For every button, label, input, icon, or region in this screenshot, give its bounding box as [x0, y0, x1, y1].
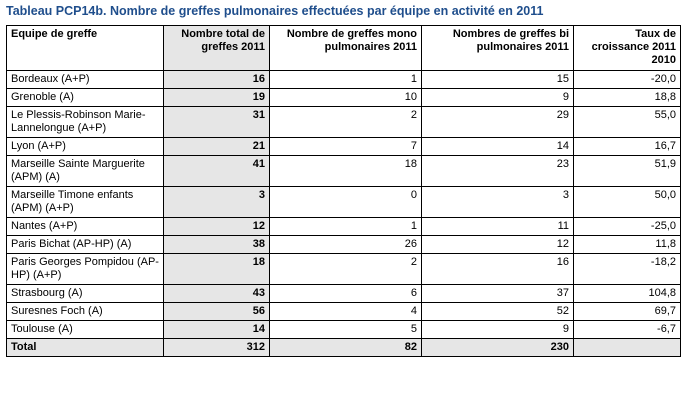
cell-team: Strasbourg (A) [7, 285, 164, 303]
table-title: Tableau PCP14b. Nombre de greffes pulmonaires effectuées par équipe en activité en 2011 [6, 4, 544, 18]
table-row [7, 71, 681, 89]
cell-total: 21 [164, 138, 270, 156]
cell-mono: 1 [270, 218, 422, 236]
cell-bi: 15 [422, 71, 574, 89]
table-row [7, 236, 681, 254]
cell-bi: 29 [422, 107, 574, 138]
cell-mono: 1 [270, 71, 422, 89]
cell-team: Paris Georges Pompidou (AP-HP) (A+P) [7, 254, 164, 285]
table-row [7, 156, 681, 187]
cell-total: 56 [164, 303, 270, 321]
table-row [7, 285, 681, 303]
cell-bi: 12 [422, 236, 574, 254]
header-growth: Taux de croissance 2011 2010 [574, 26, 681, 71]
cell-total: 3 [164, 187, 270, 218]
cell-mono: 6 [270, 285, 422, 303]
table-row [7, 138, 681, 156]
cell-total: 16 [164, 71, 270, 89]
cell-total: 43 [164, 285, 270, 303]
cell-mono: 0 [270, 187, 422, 218]
cell-mono: 2 [270, 107, 422, 138]
cell-growth: 104,8 [574, 285, 681, 303]
total-label: Total [7, 339, 164, 357]
table-row [7, 303, 681, 321]
cell-mono: 2 [270, 254, 422, 285]
total-mono: 82 [270, 339, 422, 357]
cell-team: Grenoble (A) [7, 89, 164, 107]
cell-mono: 18 [270, 156, 422, 187]
header-mono: Nombre de greffes mono pulmonaires 2011 [270, 26, 422, 71]
cell-growth: 18,8 [574, 89, 681, 107]
cell-team: Nantes (A+P) [7, 218, 164, 236]
cell-bi: 9 [422, 321, 574, 339]
total-bi: 230 [422, 339, 574, 357]
cell-team: Paris Bichat (AP-HP) (A) [7, 236, 164, 254]
cell-team: Marseille Sainte Marguerite (APM) (A) [7, 156, 164, 187]
cell-bi: 3 [422, 187, 574, 218]
cell-growth: 50,0 [574, 187, 681, 218]
cell-bi: 23 [422, 156, 574, 187]
cell-total: 19 [164, 89, 270, 107]
table-row [7, 187, 681, 218]
cell-growth: 11,8 [574, 236, 681, 254]
cell-bi: 16 [422, 254, 574, 285]
cell-growth: 51,9 [574, 156, 681, 187]
total-row [7, 339, 681, 357]
table-row [7, 89, 681, 107]
cell-team: Suresnes Foch (A) [7, 303, 164, 321]
cell-total: 41 [164, 156, 270, 187]
header-team: Equipe de greffe [7, 26, 164, 71]
grafts-table [6, 25, 681, 357]
cell-bi: 14 [422, 138, 574, 156]
cell-growth: -18,2 [574, 254, 681, 285]
cell-team: Marseille Timone enfants (APM) (A+P) [7, 187, 164, 218]
cell-bi: 9 [422, 89, 574, 107]
cell-growth: 69,7 [574, 303, 681, 321]
table-row [7, 218, 681, 236]
cell-total: 14 [164, 321, 270, 339]
cell-mono: 5 [270, 321, 422, 339]
cell-team: Toulouse (A) [7, 321, 164, 339]
cell-growth: 16,7 [574, 138, 681, 156]
cell-team: Bordeaux (A+P) [7, 71, 164, 89]
cell-total: 31 [164, 107, 270, 138]
header-bi: Nombres de greffes bi pulmonaires 2011 [422, 26, 574, 71]
cell-team: Lyon (A+P) [7, 138, 164, 156]
header-row [7, 26, 681, 71]
cell-total: 38 [164, 236, 270, 254]
cell-bi: 37 [422, 285, 574, 303]
cell-mono: 10 [270, 89, 422, 107]
cell-team: Le Plessis-Robinson Marie-Lannelongue (A+P) [7, 107, 164, 138]
cell-growth: 55,0 [574, 107, 681, 138]
cell-total: 12 [164, 218, 270, 236]
cell-growth: -20,0 [574, 71, 681, 89]
cell-bi: 52 [422, 303, 574, 321]
table-row [7, 254, 681, 285]
total-total: 312 [164, 339, 270, 357]
cell-mono: 26 [270, 236, 422, 254]
cell-growth: -6,7 [574, 321, 681, 339]
cell-total: 18 [164, 254, 270, 285]
table-row [7, 321, 681, 339]
total-growth [574, 339, 681, 357]
cell-bi: 11 [422, 218, 574, 236]
cell-mono: 4 [270, 303, 422, 321]
header-total: Nombre total de greffes 2011 [164, 26, 270, 71]
cell-growth: -25,0 [574, 218, 681, 236]
table-row [7, 107, 681, 138]
cell-mono: 7 [270, 138, 422, 156]
